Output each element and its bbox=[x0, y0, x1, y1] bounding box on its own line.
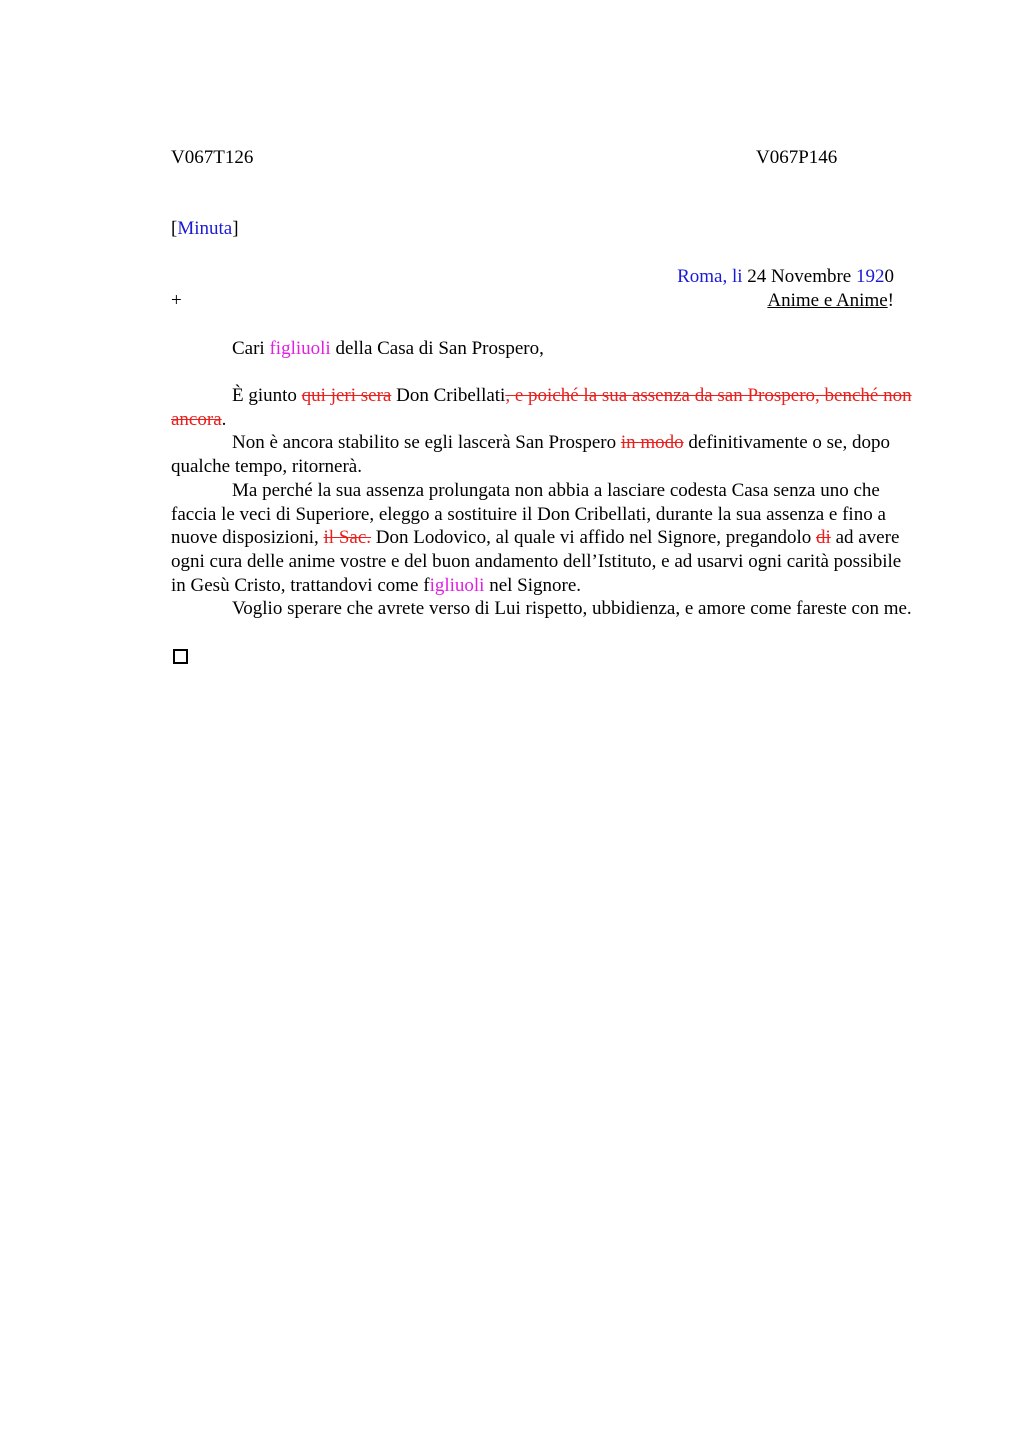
salutation-end: della Casa di San Prospero, bbox=[330, 338, 544, 359]
text-run: Don Cribellati bbox=[391, 385, 506, 406]
paragraph-1 bbox=[171, 384, 916, 431]
motto-punct: ! bbox=[887, 290, 894, 311]
dateline-place: Roma, li bbox=[677, 266, 743, 287]
text-run: Non è ancora stabilito se egli lascerà San Prospero bbox=[232, 432, 621, 454]
text-run: nel Signore. bbox=[484, 574, 582, 596]
salutation-start: Cari bbox=[232, 338, 270, 359]
motto-text: Anime e Anime bbox=[767, 290, 888, 311]
salutation-variant: figliuoli bbox=[269, 338, 331, 359]
paragraph-3 bbox=[171, 479, 916, 598]
paragraph-2 bbox=[171, 431, 916, 478]
open-bracket: [ bbox=[171, 218, 178, 239]
text-run: Voglio sperare che avrete verso di Lui rispetto, ubbidienza, e amore come fareste con me. bbox=[232, 598, 912, 620]
text-run: Don Lodovico, al quale vi affido nel Signore, pregandolo bbox=[371, 527, 817, 549]
deleted-text: il Sac. bbox=[323, 527, 372, 549]
text-run: definitivamente o se, dopo qualche tempo, ritornerà. bbox=[171, 432, 890, 478]
dateline-year-editorial: 192 bbox=[856, 266, 885, 287]
paragraph-4 bbox=[171, 597, 916, 621]
deleted-text: qui jeri sera bbox=[301, 385, 392, 406]
variant-text: igliuoli bbox=[429, 574, 485, 596]
minuta-label: Minuta bbox=[177, 218, 233, 239]
dateline bbox=[677, 265, 894, 289]
text-run: È giunto bbox=[232, 385, 302, 406]
text-run: ad avere ogni cura delle anime vostre e del buon andamento dell’Istituto, e ad usarvi ogni carità possibile in Gesù Cristo, trattandovi come f bbox=[171, 527, 902, 596]
dateline-date: 24 Novembre bbox=[742, 266, 856, 287]
salutation bbox=[232, 337, 544, 361]
close-bracket: ] bbox=[232, 218, 239, 239]
text-run: Ma perché la sua assenza prolungata non abbia a lasciare codesta Casa senza uno che faccia le veci di Superiore, eleggo a sostituire il Don Cribellati, durante la sua assenza e fino a nuove disposizioni, bbox=[171, 479, 886, 549]
deleted-text: in modo bbox=[620, 432, 684, 454]
dateline-year-digit: 0 bbox=[884, 266, 894, 287]
letter-body bbox=[171, 384, 916, 621]
end-square-icon bbox=[173, 649, 188, 664]
cross-mark: + bbox=[171, 290, 182, 311]
text-run: . bbox=[221, 408, 227, 430]
left-code: V067T126 bbox=[171, 147, 254, 168]
minuta-note bbox=[171, 217, 239, 241]
right-code: V067P146 bbox=[756, 147, 838, 168]
deleted-text: , e poiché la sua assenza da san Prospero, benché non ancora bbox=[171, 385, 912, 430]
motto bbox=[767, 289, 894, 313]
deleted-text: di bbox=[816, 527, 831, 549]
